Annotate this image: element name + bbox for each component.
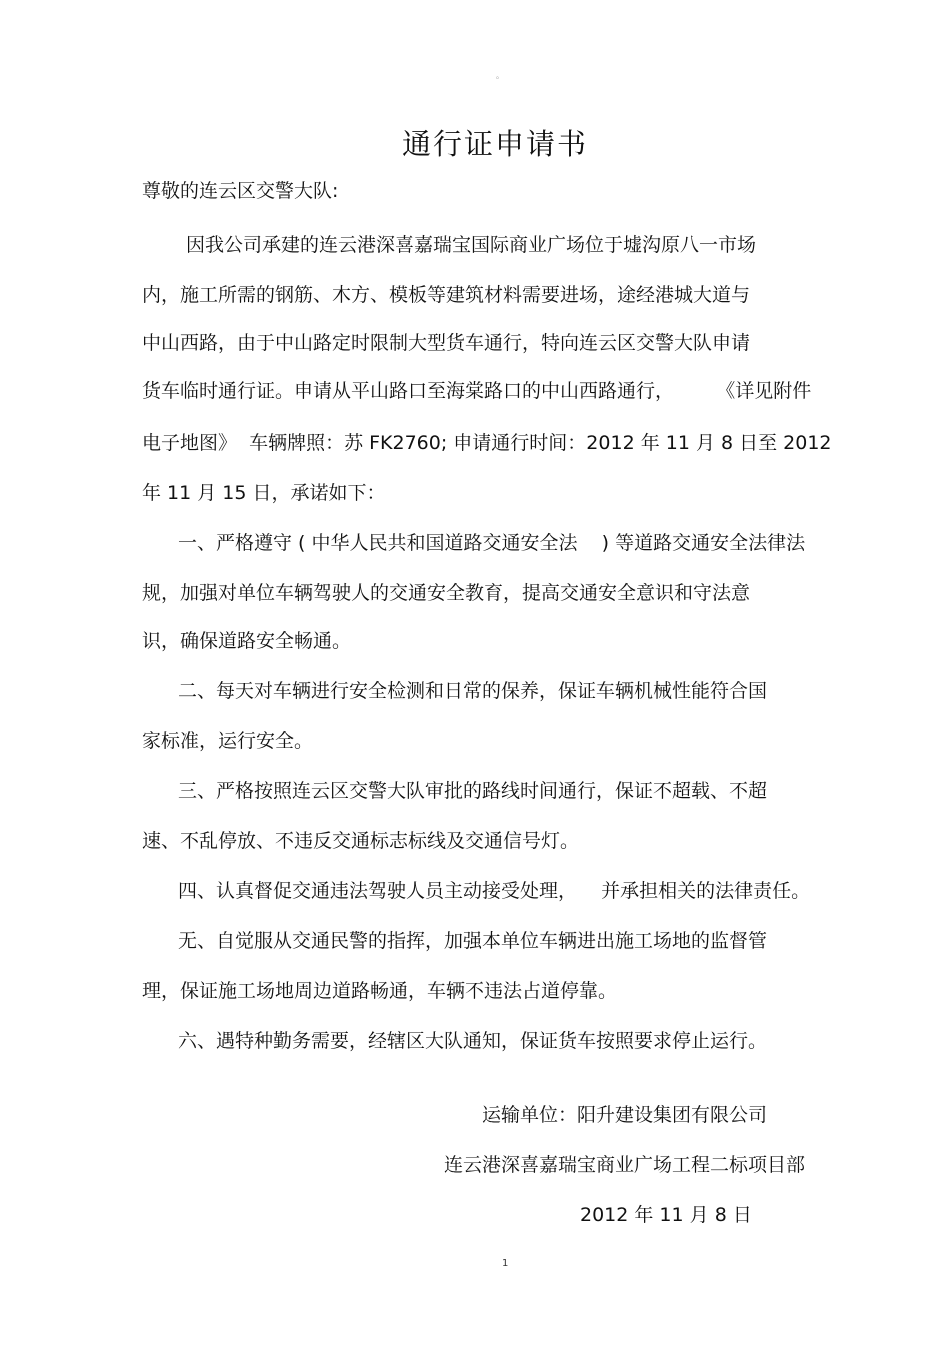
commitment-item-6: 六、遇特种勤务需要，经辖区大队通知，保证货车按照要求停止运行。 bbox=[178, 1030, 768, 1052]
body-line: 因我公司承建的连云港深喜嘉瑞宝国际商业广场位于墟沟原八一市场 bbox=[186, 234, 757, 256]
commitment-item-3: 三、严格按照连云区交警大队审批的路线时间通行，保证不超载、不超 bbox=[178, 780, 768, 802]
body-line: 电子地图》 车辆牌照：苏 FK2760; 申请通行时间：2012 年 11 月 8 日至 2012 bbox=[142, 432, 832, 454]
document-title: 通行证申请书 bbox=[401, 127, 588, 161]
page-number: 1 bbox=[502, 1258, 509, 1269]
signature-date: 2012 年 11 月 8 日 bbox=[580, 1204, 752, 1226]
body-line: 识，确保道路安全畅通。 bbox=[142, 630, 352, 652]
commitment-item-2: 二、每天对车辆进行安全检测和日常的保养，保证车辆机械性能符合国 bbox=[178, 680, 768, 702]
salutation: 尊敬的连云区交警大队: bbox=[142, 180, 339, 202]
body-line: 家标准，运行安全。 bbox=[142, 730, 314, 752]
commitment-item-5: 无、自觉服从交通民警的指挥，加强本单位车辆进出施工场地的监督管 bbox=[178, 930, 768, 952]
body-line: 速、不乱停放、不违反交通标志标线及交通信号灯。 bbox=[142, 830, 580, 852]
signature-department: 连云港深喜嘉瑞宝商业广场工程二标项目部 bbox=[444, 1154, 806, 1176]
body-line: 内，施工所需的钢筋、木方、模板等建筑材料需要进场，途经港城大道与 bbox=[142, 284, 751, 306]
top-mark: 。 bbox=[496, 71, 504, 80]
commitment-item-1: 一、严格遵守 ( 中华人民共和国道路交通安全法 ) 等道路交通安全法律法 bbox=[178, 532, 806, 554]
body-line: 货车临时通行证。申请从平山路口至海棠路口的中山西路通行， 《详见附件 bbox=[142, 380, 812, 402]
body-line: 中山西路，由于中山路定时限制大型货车通行，特向连云区交警大队申请 bbox=[142, 332, 751, 354]
signature-unit: 运输单位：阳升建设集团有限公司 bbox=[482, 1104, 768, 1126]
commitment-item-4: 四、认真督促交通违法驾驶人员主动接受处理， 并承担相关的法律责任。 bbox=[178, 880, 811, 902]
body-line: 规，加强对单位车辆驾驶人的交通安全教育，提高交通安全意识和守法意 bbox=[142, 582, 751, 604]
body-line: 年 11 月 15 日，承诺如下： bbox=[142, 482, 386, 504]
body-line: 理，保证施工场地周边道路畅通，车辆不违法占道停靠。 bbox=[142, 980, 618, 1002]
